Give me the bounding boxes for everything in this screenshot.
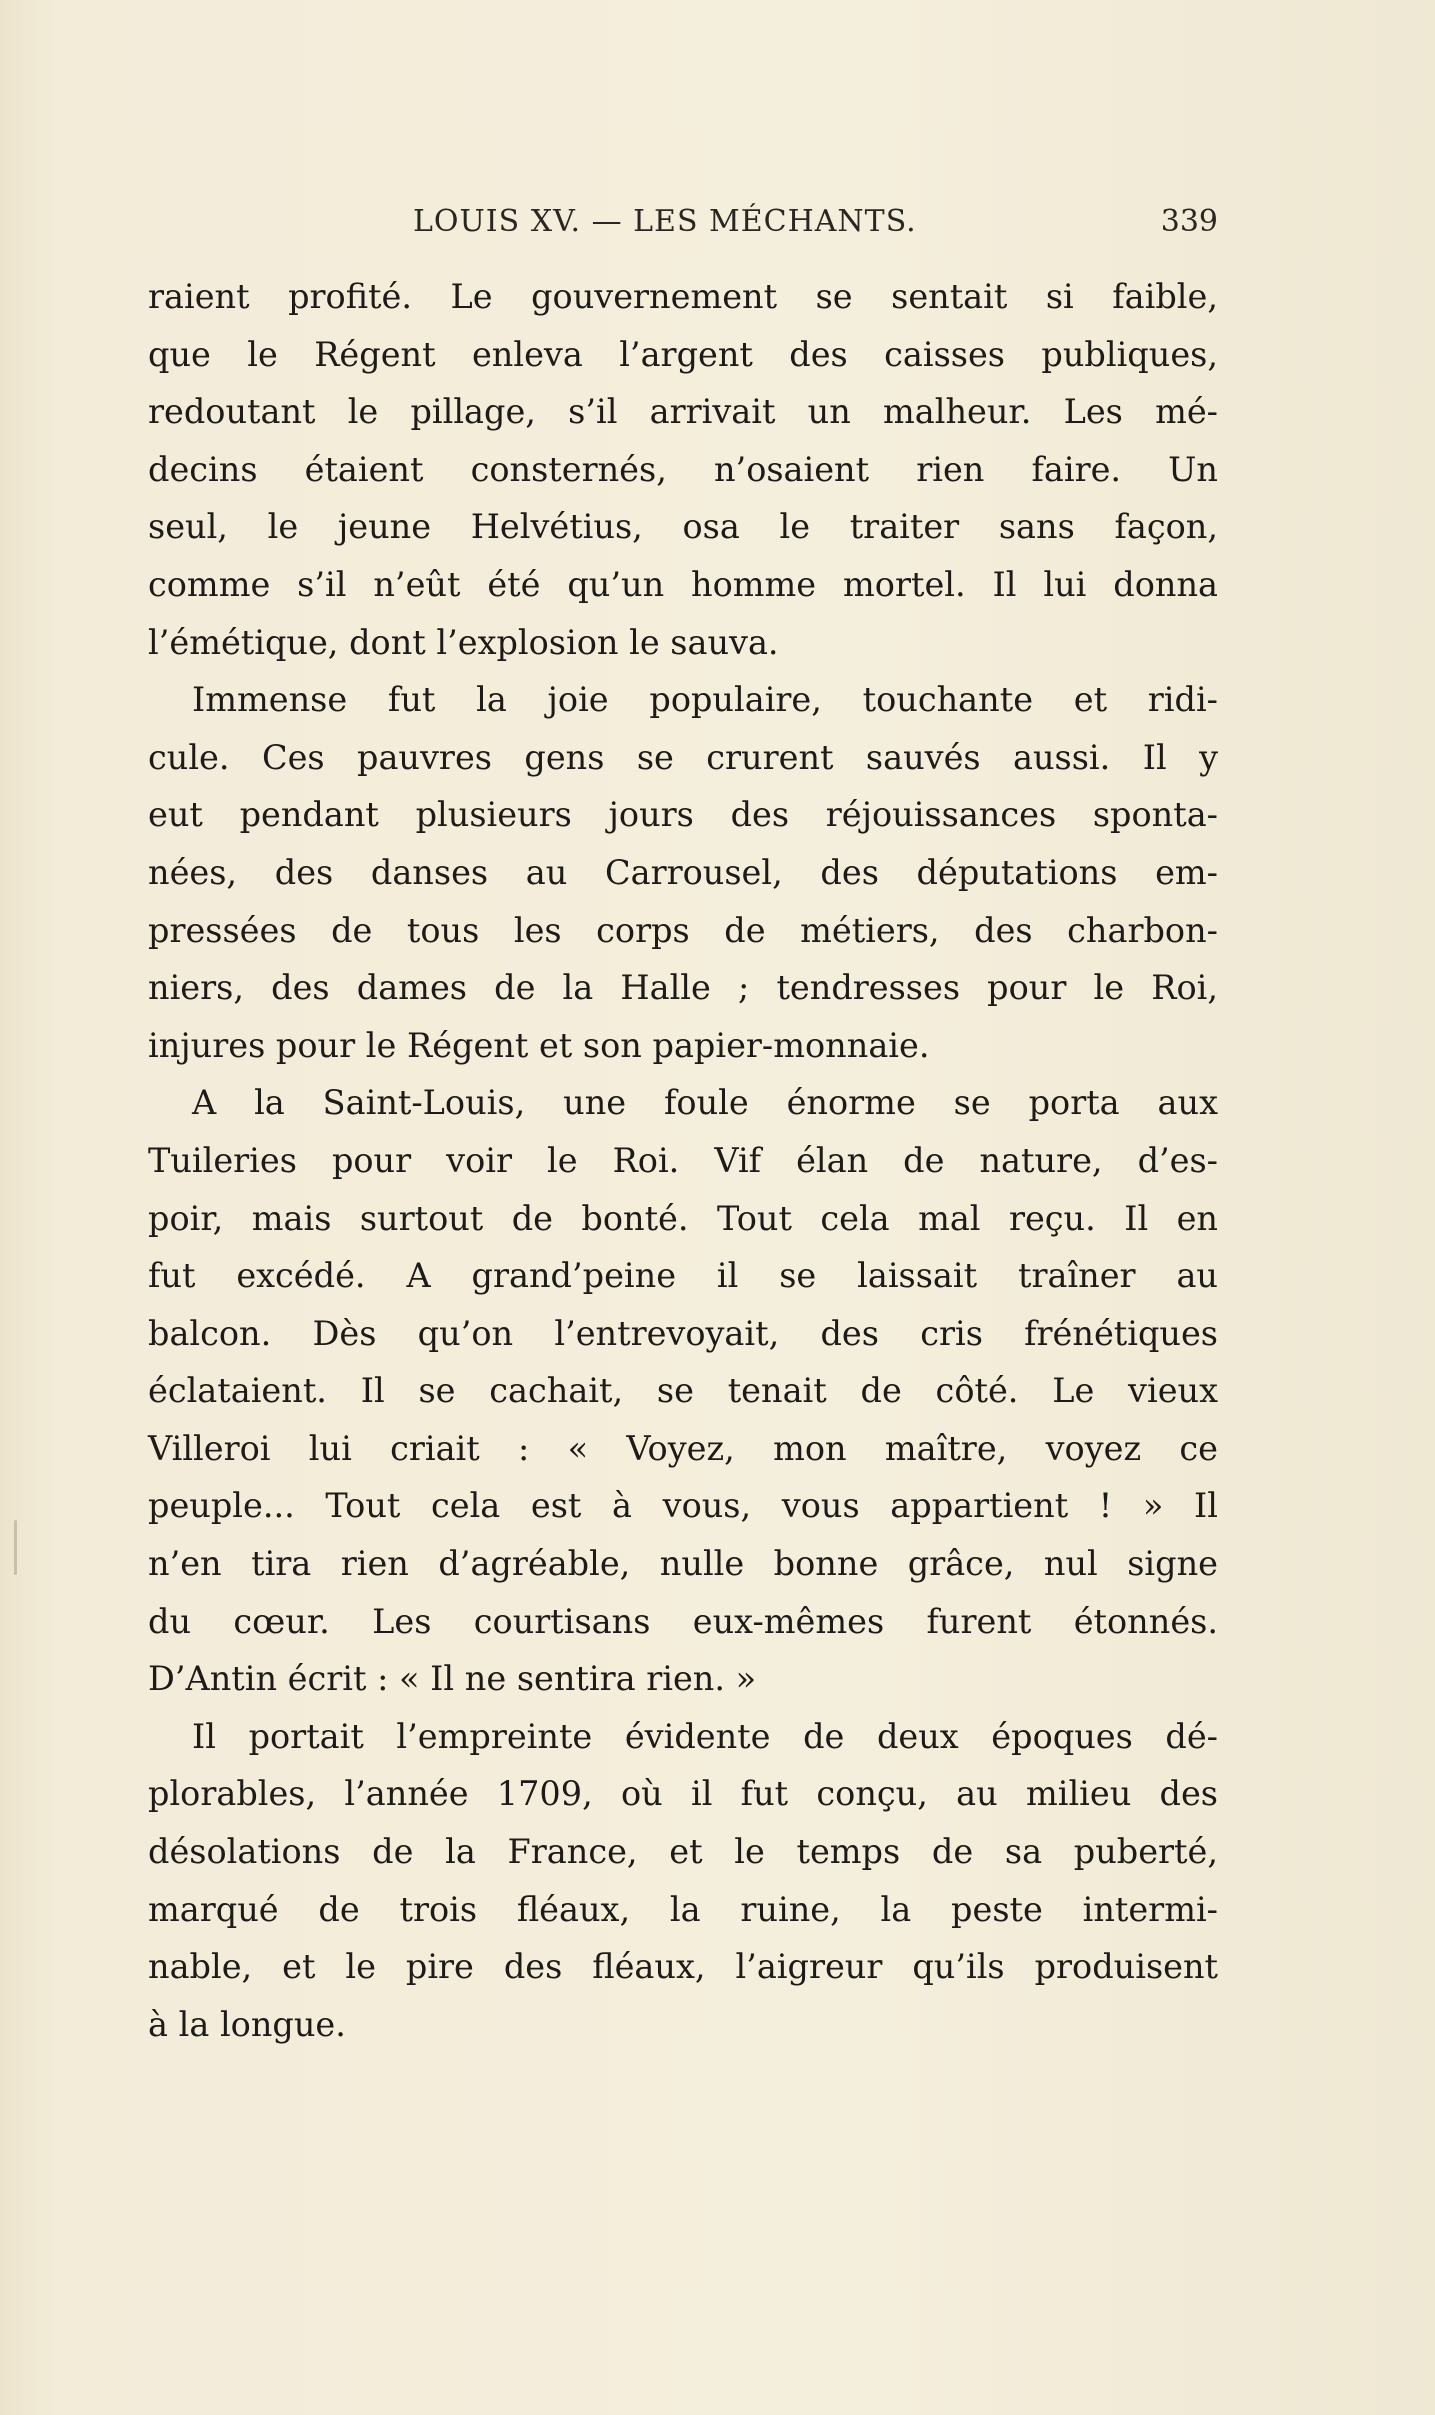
text-line: à la longue. bbox=[148, 2004, 346, 2044]
text-line: l’émétique, dont l’explosion le sauva. bbox=[148, 622, 779, 662]
page-number: 339 bbox=[1160, 204, 1218, 239]
running-head: LOUIS XV. — LES MÉCHANTS. bbox=[413, 204, 917, 239]
text-line: n’en tira rien d’agréable, nulle bonne grâce, nul signe bbox=[148, 1544, 1218, 1584]
text-line: A la Saint-Louis, une foule énorme se porta aux bbox=[192, 1083, 1218, 1123]
body-text bbox=[148, 268, 1218, 2053]
text-line: désolations de la France, et le temps de sa puberté, bbox=[148, 1832, 1218, 1872]
text-line: Immense fut la joie populaire, touchante et ridi- bbox=[192, 680, 1218, 720]
text-line: plorables, l’année 1709, où il fut conçu, au milieu des bbox=[148, 1774, 1218, 1814]
text-line: Tuileries pour voir le Roi. Vif élan de nature, d’es- bbox=[148, 1140, 1218, 1180]
text-line: Villeroi lui criait : « Voyez, mon maître, voyez ce bbox=[148, 1428, 1218, 1468]
text-line: du cœur. Les courtisans eux-mêmes furent étonnés. bbox=[148, 1601, 1218, 1641]
text-line: raient profité. Le gouvernement se sentait si faible, bbox=[148, 277, 1218, 316]
text-line: comme s’il n’eût été qu’un homme mortel. Il lui donna bbox=[148, 564, 1218, 604]
text-line: balcon. Dès qu’on l’entrevoyait, des cris frénétiques bbox=[148, 1313, 1218, 1353]
text-line: marqué de trois fléaux, la ruine, la peste intermi- bbox=[148, 1889, 1218, 1929]
page-edge-mark bbox=[14, 1520, 17, 1575]
text-line: eut pendant plusieurs jours des réjouissances sponta- bbox=[148, 795, 1218, 835]
text-line: fut excédé. A grand’peine il se laissait traîner au bbox=[148, 1256, 1218, 1296]
page-header bbox=[148, 200, 1218, 260]
text-line: nable, et le pire des fléaux, l’aigreur qu’ils produisent bbox=[148, 1947, 1218, 1987]
text-line: redoutant le pillage, s’il arrivait un malheur. Les mé- bbox=[148, 392, 1218, 432]
text-line: éclataient. Il se cachait, se tenait de côté. Le vieux bbox=[148, 1371, 1218, 1411]
text-line: peuple... Tout cela est à vous, vous appartient ! » Il bbox=[148, 1486, 1218, 1526]
text-line: Il portait l’empreinte évidente de deux époques dé- bbox=[192, 1716, 1218, 1756]
text-line: niers, des dames de la Halle ; tendresses pour le Roi, bbox=[148, 968, 1218, 1008]
text-line: seul, le jeune Helvétius, osa le traiter sans façon, bbox=[148, 507, 1218, 547]
text-line: poir, mais surtout de bonté. Tout cela mal reçu. Il en bbox=[148, 1198, 1218, 1238]
text-line: decins étaient consternés, n’osaient rien faire. Un bbox=[148, 449, 1218, 489]
text-line: nées, des danses au Carrousel, des députations em- bbox=[148, 852, 1218, 892]
text-line: que le Régent enleva l’argent des caisses publiques, bbox=[148, 334, 1218, 374]
text-line: D’Antin écrit : « Il ne sentira rien. » bbox=[148, 1659, 757, 1699]
text-line: injures pour le Régent et son papier-monnaie. bbox=[148, 1025, 930, 1065]
text-line: cule. Ces pauvres gens se crurent sauvés aussi. Il y bbox=[148, 737, 1218, 777]
text-line: pressées de tous les corps de métiers, des charbon- bbox=[148, 910, 1218, 950]
